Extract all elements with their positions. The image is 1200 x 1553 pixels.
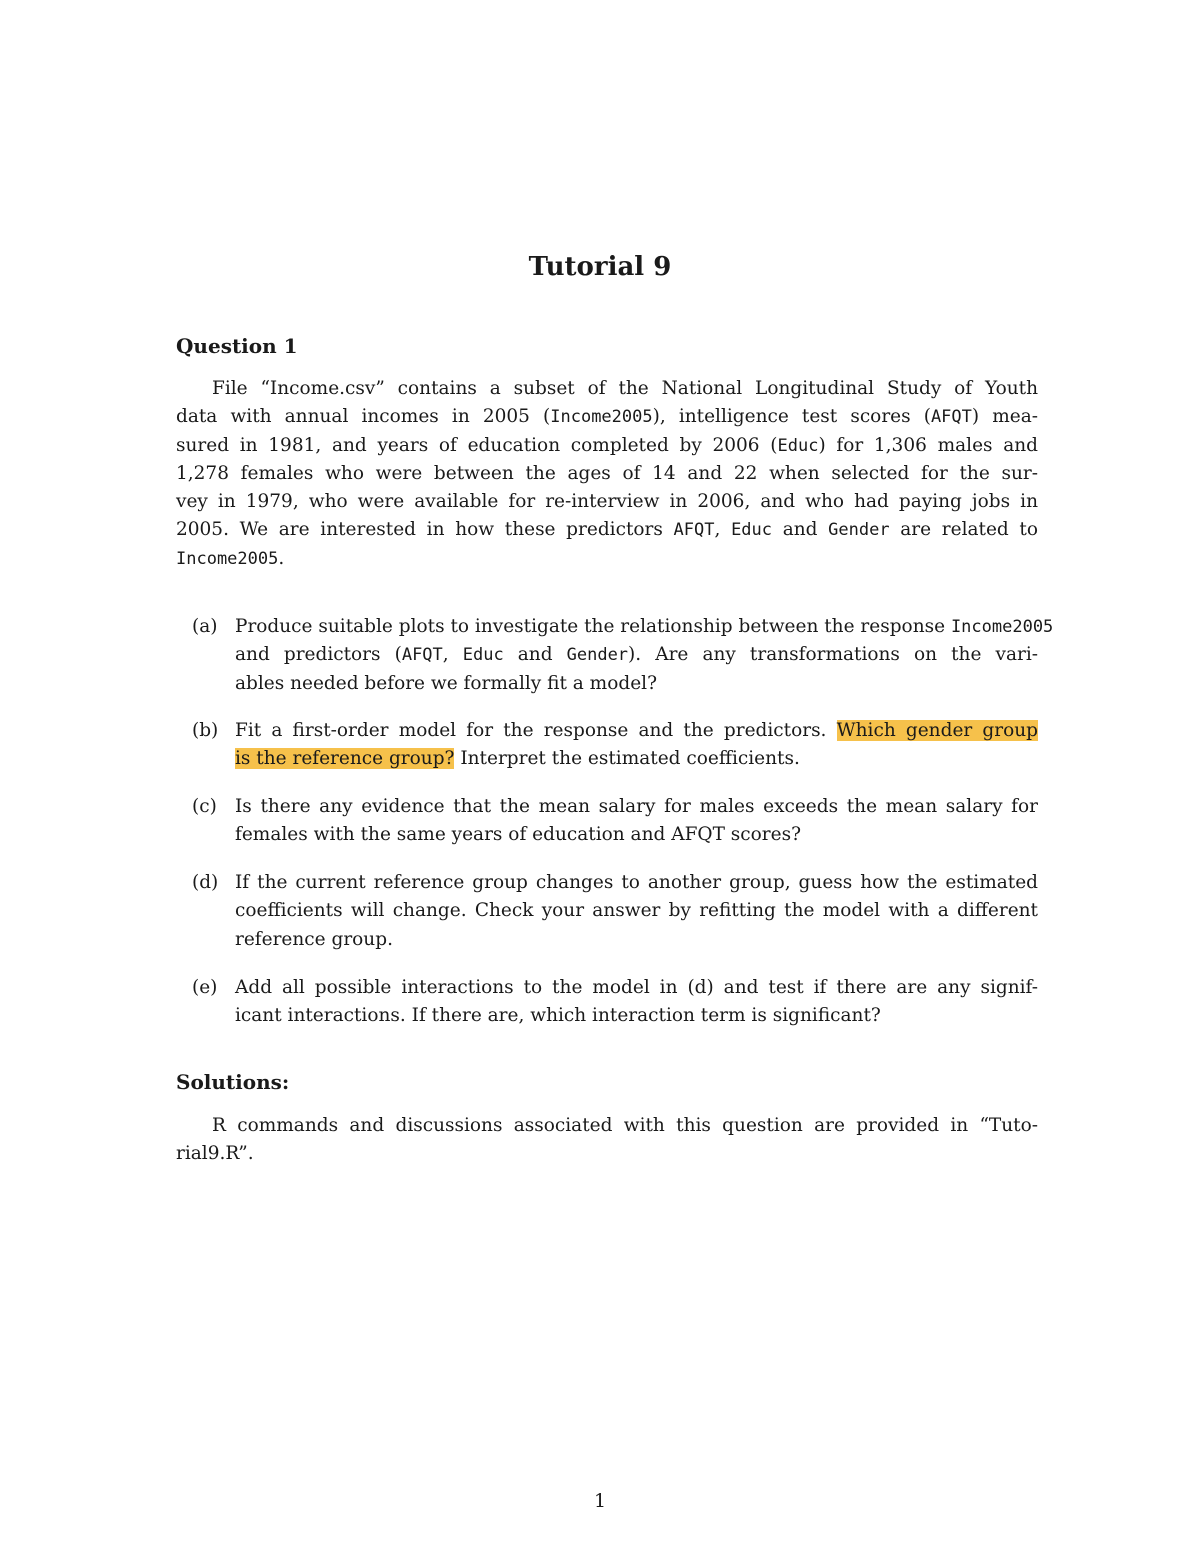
intro-text: ), intelligence test scores ( [652, 406, 931, 428]
intro-text: File “Income.csv” contains a subset of the National Longitudinal Study of Youth [212, 378, 1038, 399]
item-text-run: Fit a first-order model for the response and the predictors. [235, 720, 837, 741]
item-line: Add all possible interactions to the model in (d) and test if there are any signif- [235, 977, 1038, 998]
solutions-line-1: R commands and discussions associated with this question are provided in “Tuto- [212, 1115, 1038, 1136]
page-title: Tutorial 9 [528, 252, 672, 282]
intro-text: are related to [889, 519, 1038, 541]
item-line [235, 745, 1038, 773]
intro-text: data with annual incomes in 2005 ( [176, 406, 551, 428]
intro-line-3 [176, 432, 1038, 460]
intro-text: ) mea- [971, 406, 1038, 428]
question-heading: Question 1 [176, 334, 298, 358]
item-line: ables needed before we formally fit a model? [235, 672, 657, 694]
item-text-run: ). Are any transformations on the vari- [628, 644, 1038, 666]
item-text [235, 793, 1038, 850]
item-text [235, 974, 1038, 1031]
page-number: 1 [593, 1490, 607, 1512]
code-term: Gender [828, 520, 890, 541]
intro-line-7 [176, 545, 1038, 573]
item-label: (d) [192, 872, 219, 893]
intro-text: ) for 1,306 males and [818, 434, 1039, 456]
intro-text: . [278, 547, 285, 569]
item-text [235, 717, 1038, 774]
item-text-run: , [442, 644, 463, 666]
item-line: icant interactions. If there are, which interaction term is significant? [235, 1005, 881, 1027]
code-term: Educ [777, 435, 819, 456]
solutions-text [176, 1112, 1038, 1169]
intro-line-2 [176, 403, 1038, 431]
intro-line-1 [176, 375, 1038, 403]
item-text-run: and predictors ( [235, 644, 402, 666]
code-term: Income2005 [176, 548, 279, 569]
intro-line-6 [176, 516, 1038, 544]
code-term: Educ [462, 645, 504, 666]
item-line: Is there any evidence that the mean salary for males exceeds the mean salary for [235, 796, 1038, 817]
item-text [235, 869, 1038, 954]
intro-line-4: 1,278 females who were between the ages of 14 and 22 when selected for the sur- [176, 462, 1038, 484]
item-text-run: Produce suitable plots to investigate the relationship between the response [235, 616, 951, 637]
question-intro [176, 375, 1038, 573]
intro-text: 2005. We are interested in how these predictors [176, 519, 674, 541]
item-line [235, 613, 1054, 641]
item-line [235, 717, 1038, 745]
code-term: Gender [566, 645, 629, 666]
item-label: (c) [192, 796, 217, 817]
item-label: (e) [192, 977, 218, 998]
item-line [235, 641, 1038, 669]
item-text [235, 613, 1054, 698]
code-term: Educ [731, 520, 773, 541]
item-text-run: Interpret the estimated coefficients. [454, 748, 800, 770]
item-label: (a) [192, 616, 218, 637]
item-text-run: and [503, 644, 567, 666]
intro-text: , [714, 519, 732, 541]
intro-text: sured in 1981, and years of education completed by 2006 ( [176, 434, 778, 456]
code-term: AFQT [930, 407, 972, 428]
highlighted-text: Which gender group [836, 720, 1038, 741]
item-line: reference group. [235, 928, 393, 950]
code-term: AFQT [673, 520, 715, 541]
highlighted-text: is the reference group? [235, 748, 455, 770]
item-line: females with the same years of education and AFQT scores? [235, 824, 802, 846]
code-term: AFQT [401, 645, 443, 666]
code-term: Income2005 [950, 617, 1054, 637]
intro-text: and [772, 519, 829, 541]
item-label: (b) [192, 720, 219, 741]
solutions-heading: Solutions: [176, 1070, 290, 1094]
item-line: coefficients will change. Check your answer by refitting the model with a different [235, 900, 1038, 922]
code-term: Income2005 [550, 407, 653, 428]
solutions-line-2: rial9.R”. [176, 1143, 254, 1165]
intro-line-5: vey in 1979, who were available for re-interview in 2006, and who had paying jobs in [176, 491, 1038, 513]
item-line: If the current reference group changes to another group, guess how the estimated [235, 872, 1038, 893]
